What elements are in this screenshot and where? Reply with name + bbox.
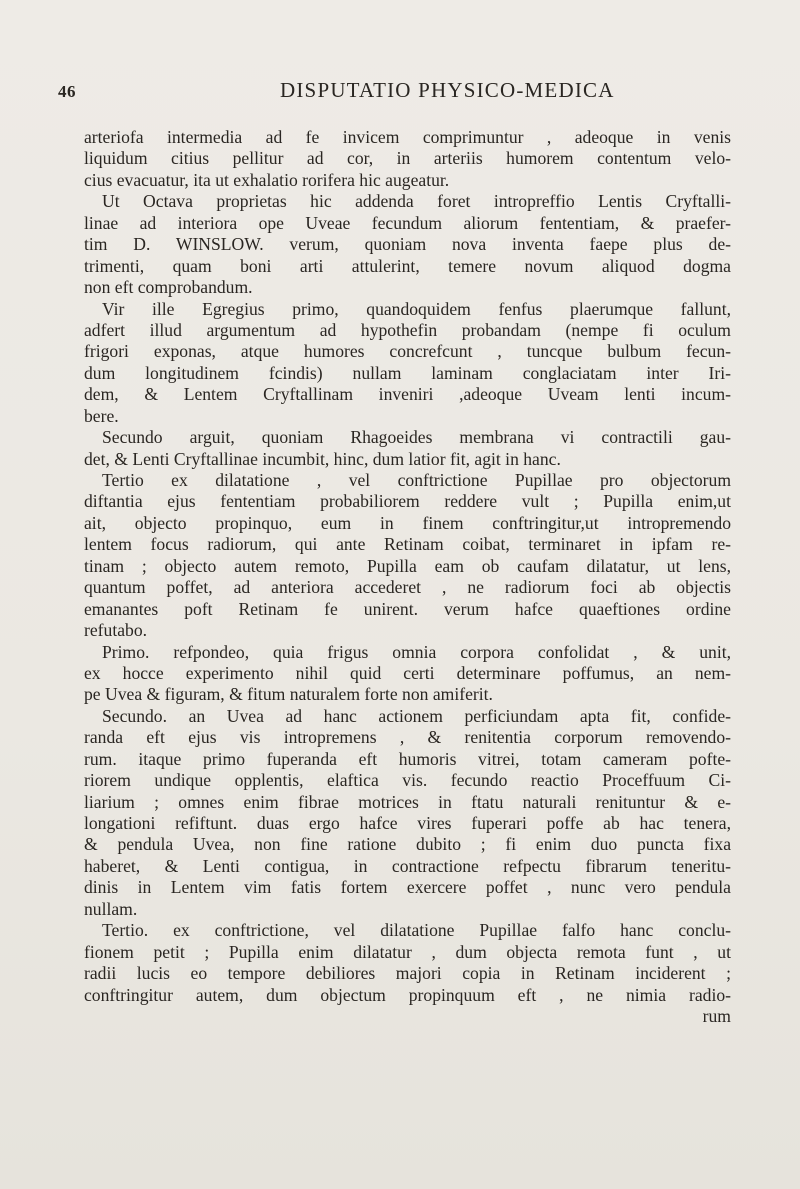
- body-text: [84, 127, 731, 1027]
- text-line: linae ad interiora ope Uveae fecundum aliorum fententiam, & praefer-: [84, 212, 731, 233]
- text-line: non eft comprobandum.: [84, 277, 253, 298]
- text-line: det, & Lenti Cryftallinae incumbit, hinc, dum latior fit, agit in hanc.: [84, 448, 561, 469]
- text-line: quantum poffet, ad anteriora accederet , ne radiorum foci ab objectis: [84, 577, 731, 598]
- text-line: refutabo.: [84, 620, 148, 641]
- text-line: rum. itaque primo fuperanda eft humoris vitrei, totam cameram pofte-: [84, 748, 731, 769]
- text-line: nullam.: [84, 898, 138, 919]
- text-line: adfert illud argumentum ad hypothefin probandam (nempe fi oculum: [84, 319, 731, 340]
- catchword: rum: [702, 1005, 731, 1026]
- text-line: dinis in Lentem vim fatis fortem exercere poffet , nunc vero pendula: [84, 877, 731, 898]
- text-line: Vir ille Egregius primo, quandoquidem fenfus plaerumque fallunt,: [102, 298, 731, 319]
- text-line: radii lucis eo tempore debiliores majori copia in Retinam inciderent ;: [84, 963, 731, 984]
- text-line: tinam ; objecto autem remoto, Pupilla eam ob caufam dilatatur, ut lens,: [84, 555, 731, 576]
- text-line: lentem focus radiorum, qui ante Retinam coibat, terminaret in ipfam re-: [84, 534, 731, 555]
- text-line: randa eft ejus vis intropremens , & renitentia corporum removendo-: [84, 727, 731, 748]
- text-line: liarium ; omnes enim fibrae motrices in ftatu naturali renituntur & e-: [84, 791, 731, 812]
- text-line: pe Uvea & figuram, & fitum naturalem forte non amiferit.: [84, 684, 493, 705]
- text-line: Tertio. ex conftrictione, vel dilatatione Pupillae falfo hanc conclu-: [102, 920, 731, 941]
- text-line: Secundo. an Uvea ad hanc actionem perficiundam apta fit, confide-: [102, 705, 731, 726]
- text-line: diftantia ejus fententiam probabiliorem reddere vult ; Pupilla enim,ut: [84, 491, 731, 512]
- text-line: liquidum citius pellitur ad cor, in arteriis humorem contentum velo-: [84, 148, 731, 169]
- text-line: conftringitur autem, dum objectum propinquum eft , ne nimia radio-: [84, 984, 731, 1005]
- text-line: frigori exponas, atque humores concrefcunt , tuncque bulbum fecun-: [84, 341, 731, 362]
- text-line: trimenti, quam boni arti attulerint, temere novum aliquod dogma: [84, 255, 731, 276]
- text-line: longationi refiftunt. duas ergo hafce vires fuperari poffe ab hac tenera,: [84, 813, 731, 833]
- text-line: cius evacuatur, ita ut exhalatio rorifera hic augeatur.: [84, 169, 450, 190]
- text-line: tim D. WINSLOW. verum, quoniam nova inventa faepe plus de-: [84, 234, 731, 255]
- text-line: Ut Octava proprietas hic addenda foret intropreffio Lentis Cryftalli-: [102, 191, 731, 212]
- text-line: emanantes poft Retinam fe unirent. verum hafce quaeftiones ordine: [84, 598, 731, 619]
- text-line: fionem petit ; Pupilla enim dilatatur , dum objecta remota funt , ut: [84, 941, 731, 962]
- text-line: dum longitudinem fcindis) nullam laminam conglaciatam inter Iri-: [84, 362, 731, 383]
- text-line: Tertio ex dilatatione , vel conftrictione Pupillae pro objectorum: [102, 470, 731, 490]
- text-line: bere.: [84, 405, 119, 426]
- text-line: arteriofa intermedia ad fe invicem comprimuntur , adeoque in venis: [84, 127, 731, 147]
- text-line: Secundo arguit, quoniam Rhagoeides membrana vi contractili gau-: [102, 427, 731, 448]
- text-line: haberet, & Lenti contigua, in contractione refpectu fibrarum teneritu-: [84, 855, 731, 876]
- text-line: & pendula Uvea, non fine ratione dubito ; fi enim duo puncta fixa: [84, 834, 731, 855]
- text-line: Primo. refpondeo, quia frigus omnia corpora confolidat , & unit,: [102, 641, 731, 662]
- page-number: 46: [58, 82, 76, 101]
- page-header: [58, 78, 740, 108]
- text-line: riorem undique opplentis, elaftica vis. fecundo reactio Proceffuum Ci-: [84, 770, 731, 791]
- running-title: DISPUTATIO PHYSICO-MEDICA: [280, 78, 615, 102]
- text-line: ex hocce experimento nihil quid certi determinare poffumus, an nem-: [84, 662, 731, 683]
- text-line: ait, objecto propinquo, eum in finem conftringitur,ut intropremendo: [84, 512, 731, 533]
- text-line: dem, & Lentem Cryftallinam inveniri ,adeoque Uveam lenti incum-: [84, 384, 731, 405]
